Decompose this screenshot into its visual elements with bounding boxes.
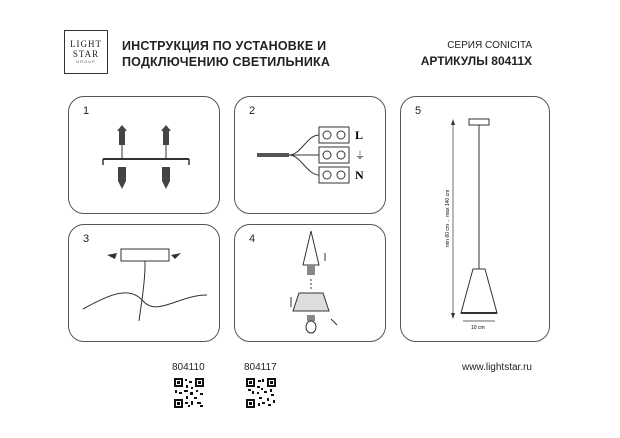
step-4-number: 4 — [249, 233, 256, 245]
articles-label: АРТИКУЛЫ 80411X — [420, 54, 532, 68]
document-title — [122, 38, 330, 70]
title-line2: ПОДКЛЮЧЕНИЮ СВЕТИЛЬНИКА — [122, 55, 331, 69]
qr-code-1-icon — [174, 378, 204, 408]
step-2-panel — [234, 96, 386, 214]
step-5-number: 5 — [415, 105, 422, 117]
bulb-install-illustration — [235, 225, 387, 343]
terminal-l-label: L — [355, 128, 364, 142]
logo-line2: STAR — [72, 49, 100, 59]
height-range-label: min 60 cm ... max 140 cm — [445, 189, 451, 247]
step-1-panel — [68, 96, 220, 214]
title-line1: ИНСТРУКЦИЯ ПО УСТАНОВКЕ И — [122, 39, 327, 53]
qr-code-2-icon — [246, 378, 276, 408]
logo-line1: LIGHT — [70, 39, 102, 49]
website-link[interactable]: www.lightstar.ru — [461, 362, 532, 373]
step-2-number: 2 — [249, 105, 256, 117]
lightstar-logo — [64, 30, 108, 74]
logo-line3: GROUP — [76, 59, 96, 64]
canopy-illustration — [69, 225, 221, 343]
dimensions-illustration — [401, 97, 551, 343]
step-1-number: 1 — [83, 105, 90, 117]
step-5-panel — [400, 96, 550, 342]
bracket-illustration — [69, 97, 221, 215]
width-label: 10 cm — [471, 325, 485, 331]
step-3-panel — [68, 224, 220, 342]
series-label: СЕРИЯ CONICITA — [447, 40, 532, 51]
terminal-n-label: N — [355, 168, 364, 182]
step-3-number: 3 — [83, 233, 90, 245]
terminal-ground-label: ⏚ — [355, 151, 365, 162]
step-4-panel — [234, 224, 386, 342]
wiring-illustration — [235, 97, 387, 215]
product-code-2: 804117 — [244, 362, 277, 373]
product-code-1: 804110 — [172, 362, 205, 373]
